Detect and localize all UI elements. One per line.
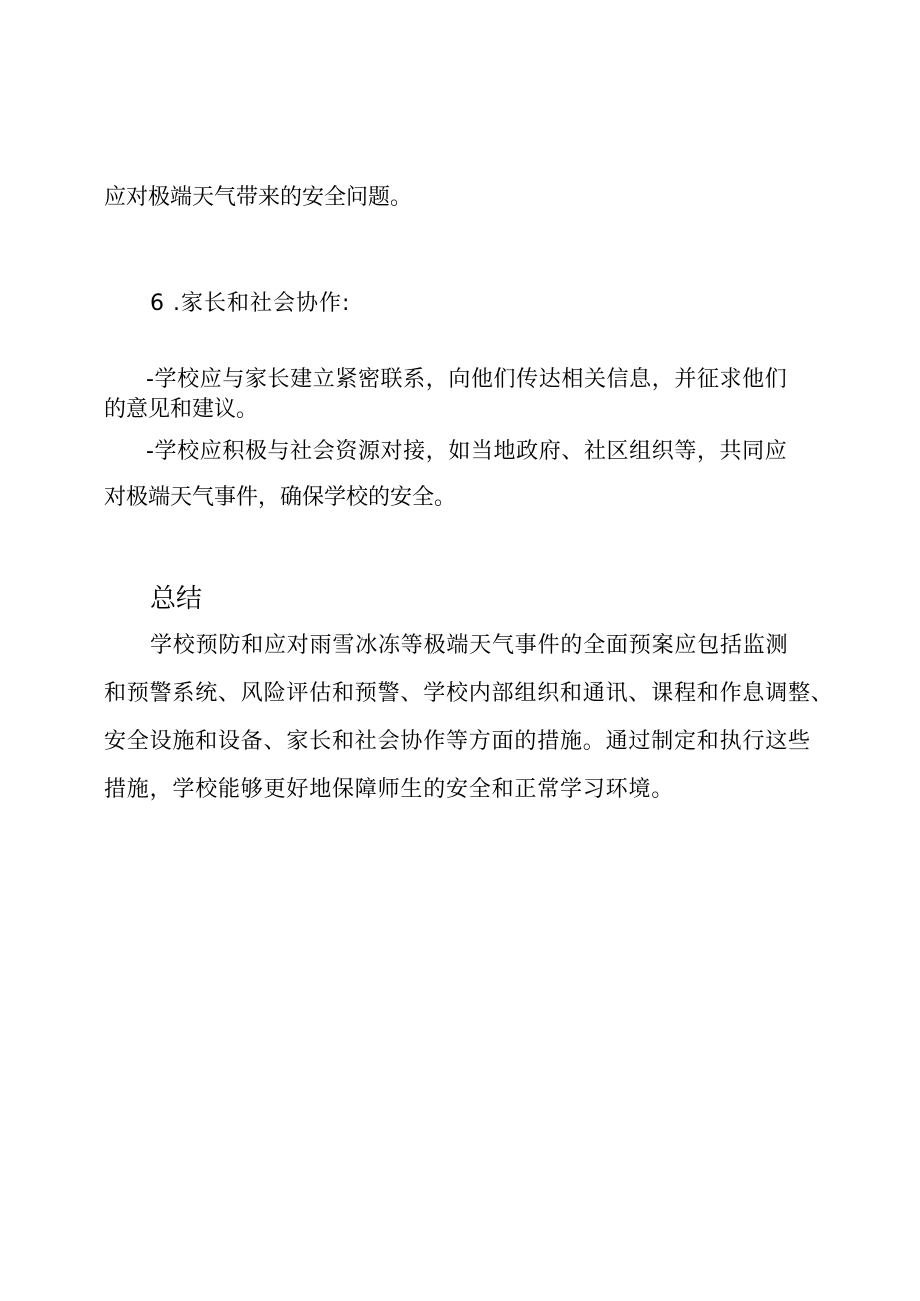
- section-6-bullet-1-line-2: 的意见和建议。: [104, 397, 259, 422]
- section-6-bullet-2-line-2: 对极端天气事件，确保学校的安全。: [104, 485, 457, 510]
- summary-line-4: 措施，学校能够更好地保障师生的安全和正常学习环境。: [104, 777, 675, 802]
- section-6-bullet-1-line-1: -学校应与家长建立紧密联系，向他们传达相关信息，并征求他们: [146, 367, 788, 392]
- summary-line-2: 和预警系统、风险评估和预警、学校内部组织和通讯、课程和作息调整、: [104, 681, 834, 706]
- continuation-paragraph: 应对极端天气带来的安全问题。: [104, 185, 413, 210]
- section-6-bullet-2-line-1: -学校应积极与社会资源对接，如当地政府、社区组织等，共同应: [146, 439, 788, 464]
- summary-heading: 总结: [150, 584, 203, 614]
- summary-line-1: 学校预防和应对雨雪冰冻等极端天气事件的全面预案应包括监测: [150, 633, 789, 658]
- section-6-title: 6 .家长和社会协作:: [150, 291, 351, 316]
- summary-line-3: 安全设施和设备、家长和社会协作等方面的措施。通过制定和执行这些: [104, 729, 811, 754]
